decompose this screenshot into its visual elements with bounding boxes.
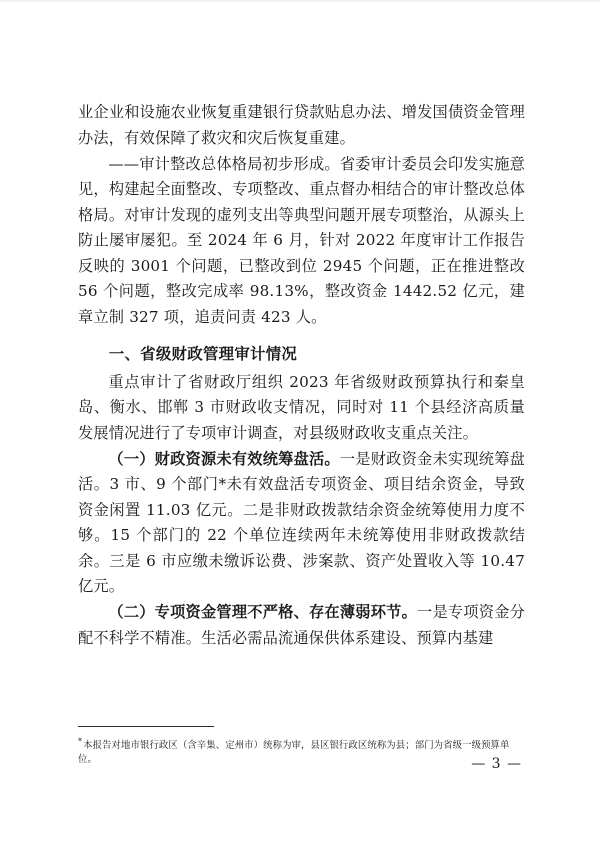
scan-edge — [0, 0, 600, 3]
paragraph-1: 业企业和设施农业恢复重建银行贷款贴息办法、增发国债资金管理办法，有效保障了救灾和灾后恢复重建。 — [78, 103, 525, 147]
footnote — [78, 736, 525, 767]
footnote-divider — [78, 726, 214, 727]
footnote-marker: * — [78, 737, 83, 746]
page-body — [78, 100, 525, 652]
paragraph-4-text: 一是财政资金未实现统筹盘活。3 市、9 个部门*未有效盘活专项资金、项目结余资金，导致资金闲置 11.03 亿元。二是非财政拨款结余资金统筹使用力度不够。15 个部门的 22 个单位连续两年未统筹使用非财政拨款结余。三是 6 市应缴未缴诉讼费、涉案款、资产处置收入等 10.47 亿元。 — [78, 449, 526, 596]
page-number: — 3 — — [471, 756, 522, 772]
paragraph-5 — [78, 600, 525, 651]
subsection-label-2: （二）专项资金管理不严格、存在薄弱环节。 — [108, 603, 418, 622]
paragraph-5-text: 一是专项资金分配不科学不精准。生活必需品流通保供体系建设、预算内基建 — [78, 603, 526, 647]
paragraph-4 — [78, 447, 525, 600]
paragraph-2: ——审计整改总体格局初步形成。省委审计委员会印发实施意见，构建起全面整改、专项整改、重点督办相结合的审计整改总体格局。对审计发现的虚列支出等典型问题开展专项整治，从源头上防止屡审屡犯。至 2024 年 6 月，针对 2022 年度审计工作报告反映的 3001 个问题，已整改到位 2945 个问题，正在推进整改 56 个问题，整改完成率 98.13%，整改资金 1442.52 亿元，建章立制 327 项，追责问责 423 人。 — [78, 154, 525, 326]
subsection-label-1: （一）财政资源未有效统筹盘活。 — [108, 449, 340, 468]
paragraph-spacer — [78, 331, 525, 336]
section-heading: 一、省级财政管理审计情况 — [108, 344, 298, 363]
paragraph-3: 重点审计了省财政厅组织 2023 年省级财政预算执行和秦皇岛、衡水、邯郸 3 市财政收支情况，同时对 11 个县经济高质量发展情况进行了专项审计调查，对县级财政收支重点关注。 — [78, 372, 525, 442]
footnote-text: 本报告对地市银行政区（含辛集、定州市）统称为审，县区银行政区统称为县；部门为省级一级预算单位。 — [78, 740, 510, 766]
